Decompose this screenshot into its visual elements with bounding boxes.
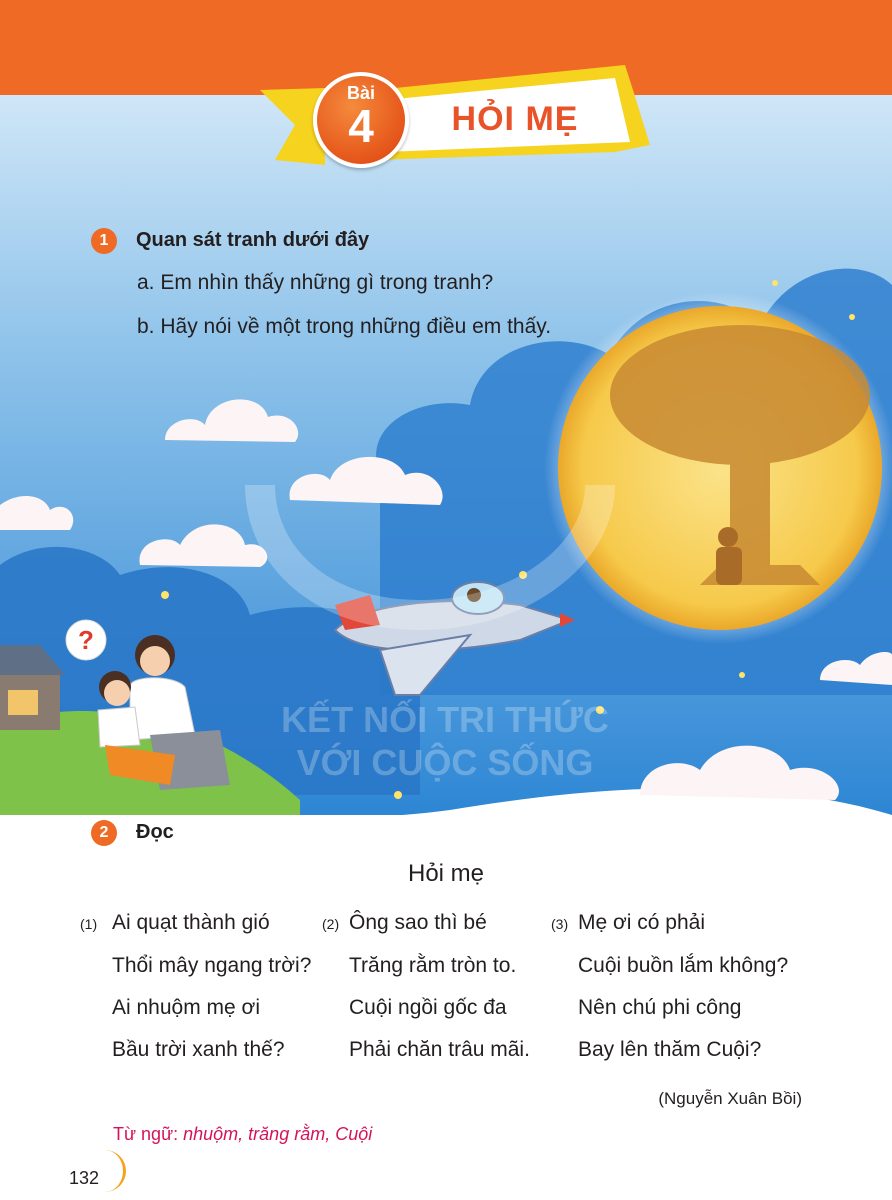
stanza1-line1: Ai quạt thành gió xyxy=(112,911,270,934)
stanza3-line1: Mẹ ơi có phải xyxy=(578,911,705,934)
lesson-number: 4 xyxy=(348,100,374,152)
lesson-title: HỎI MẸ xyxy=(451,100,579,138)
section2-number: 2 xyxy=(91,820,117,846)
poem-author: (Nguyễn Xuân Bồi) xyxy=(658,1089,802,1108)
section2-title: Đọc xyxy=(136,821,174,843)
poem-title: Hỏi mẹ xyxy=(407,860,485,887)
stanza1-line4: Bầu trời xanh thế? xyxy=(112,1038,285,1061)
stanza2-number: (2) xyxy=(322,916,340,932)
watermark-text-1: KẾT NỐI TRI THỨC xyxy=(281,699,609,740)
stanza1-number: (1) xyxy=(80,916,98,932)
question-a: a. Em nhìn thấy những gì trong tranh? xyxy=(137,271,494,294)
question-mark: ? xyxy=(78,625,94,655)
stanza1-line3: Ai nhuộm mẹ ơi xyxy=(112,996,260,1019)
stanza3-line3: Nên chú phi công xyxy=(578,996,742,1019)
stanza3-line4: Bay lên thăm Cuội? xyxy=(578,1038,762,1061)
lesson-label: Bài xyxy=(346,83,375,103)
illustration-scene xyxy=(0,95,892,815)
stanza2-line2: Trăng rằm tròn to. xyxy=(349,954,517,977)
vocabulary-words: nhuộm, trăng rằm, Cuội xyxy=(183,1124,373,1144)
vocabulary-label: Từ ngữ: xyxy=(113,1124,179,1144)
vocabulary-note xyxy=(113,1124,372,1145)
watermark-text-2: VỚI CUỘC SỐNG xyxy=(296,742,594,783)
stanza2-line3: Cuội ngồi gốc đa xyxy=(349,996,507,1019)
stanza2-line4: Phải chăn trâu mãi. xyxy=(349,1038,530,1061)
section1-title: Quan sát tranh dưới đây xyxy=(136,229,370,251)
section1-number: 1 xyxy=(91,228,117,254)
stanza2-line1: Ông sao thì bé xyxy=(349,911,487,934)
stanza3-number: (3) xyxy=(551,916,569,932)
page-number: 132 xyxy=(69,1168,100,1188)
question-b: b. Hãy nói về một trong những điều em thấy. xyxy=(137,315,552,338)
stanza3-line2: Cuội buồn lắm không? xyxy=(578,954,789,977)
lesson-badge xyxy=(313,72,409,168)
stanza1-line2: Thổi mây ngang trời? xyxy=(112,954,312,977)
